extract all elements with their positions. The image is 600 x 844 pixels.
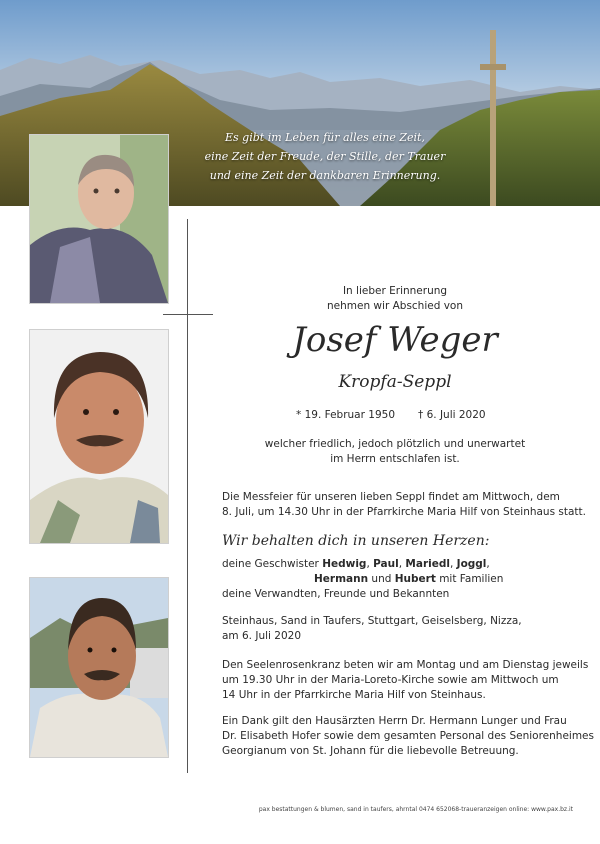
sibling-name: Hubert xyxy=(394,573,436,585)
deceased-nickname: Kropfa-Seppl xyxy=(338,372,452,392)
thanks-line: Ein Dank gilt den Hausärzten Herrn Dr. Hermann Lunger und Frau xyxy=(222,715,567,727)
separator: , xyxy=(366,558,370,570)
sibling-name: Hedwig xyxy=(322,558,367,570)
death-date: † 6. Juli 2020 xyxy=(418,409,486,421)
thanks-line: Georgianum von St. Johann für die liebevolle Betreuung. xyxy=(222,745,519,757)
quote-line: Es gibt im Leben für alles eine Zeit, xyxy=(225,131,425,144)
passing-line: im Herrn entschlafen ist. xyxy=(330,453,460,465)
portrait-photo-2 xyxy=(29,329,169,544)
rosary-line: 14 Uhr in der Pfarrkirche Maria Hilf von Steinhaus. xyxy=(222,689,486,701)
relatives-line: deine Verwandten, Freunde und Bekannten xyxy=(222,588,450,600)
separator: , xyxy=(398,558,403,570)
separator: , xyxy=(486,558,490,570)
sibling-name: Hermann xyxy=(314,573,369,585)
mass-text xyxy=(222,490,586,520)
cross-vertical-line xyxy=(187,219,188,773)
places-line: Steinhaus, Sand in Taufers, Stuttgart, Geiselsberg, Nizza, xyxy=(222,615,522,627)
places-line: am 6. Juli 2020 xyxy=(222,630,302,642)
rosary-text xyxy=(222,658,588,703)
deceased-name: Josef Weger xyxy=(292,320,498,360)
birth-date: * 19. Februar 1950 xyxy=(296,409,395,421)
passing-line: welcher friedlich, jedoch plötzlich und unerwartet xyxy=(264,438,526,450)
rosary-line: um 19.30 Uhr in der Maria-Loreto-Kirche sowie am Mittwoch um xyxy=(222,674,559,686)
sibling-name: Paul xyxy=(373,558,399,570)
places-text xyxy=(222,614,522,644)
portrait-photo-3 xyxy=(29,577,169,758)
siblings-prefix: deine Geschwister xyxy=(222,558,319,570)
siblings-line xyxy=(222,557,557,572)
thanks-line: Dr. Elisabeth Hofer sowie dem gesamten Personal des Seniorenheimes xyxy=(222,730,594,742)
intro-text xyxy=(235,284,555,314)
footer-credit: pax bestattungen & blumen, sand in taufers, ahrntal 0474 652068-traueranzeigen online: www.pax.bz.it xyxy=(258,806,573,813)
passing-text xyxy=(235,437,555,467)
intro-line: In lieber Erinnerung xyxy=(342,285,448,297)
intro-line: nehmen wir Abschied von xyxy=(326,300,464,312)
thanks-text xyxy=(222,714,594,759)
header-quote xyxy=(190,128,460,185)
sibling-name: Joggl xyxy=(456,558,487,570)
siblings-line xyxy=(222,572,557,587)
quote-line: eine Zeit der Freude, der Stille, der Trauer xyxy=(204,150,446,163)
cross-horizontal-line xyxy=(163,314,213,315)
mass-line: 8. Juli, um 14.30 Uhr in der Pfarrkirche Maria Hilf von Steinhaus statt. xyxy=(222,506,586,518)
mourners-text xyxy=(222,557,557,602)
mourners-heading: Wir behalten dich in unseren Herzen: xyxy=(222,533,490,549)
portrait-photo-1 xyxy=(29,134,169,304)
separator: , xyxy=(449,558,454,570)
separator: mit Familien xyxy=(439,573,504,585)
separator: und xyxy=(371,573,392,585)
quote-line: und eine Zeit der dankbaren Erinnerung. xyxy=(209,169,441,182)
sibling-name: Mariedl xyxy=(405,558,450,570)
mass-line: Die Messfeier für unseren lieben Seppl findet am Mittwoch, dem xyxy=(222,491,560,503)
rosary-line: Den Seelenrosenkranz beten wir am Montag und am Dienstag jeweils xyxy=(222,659,589,671)
